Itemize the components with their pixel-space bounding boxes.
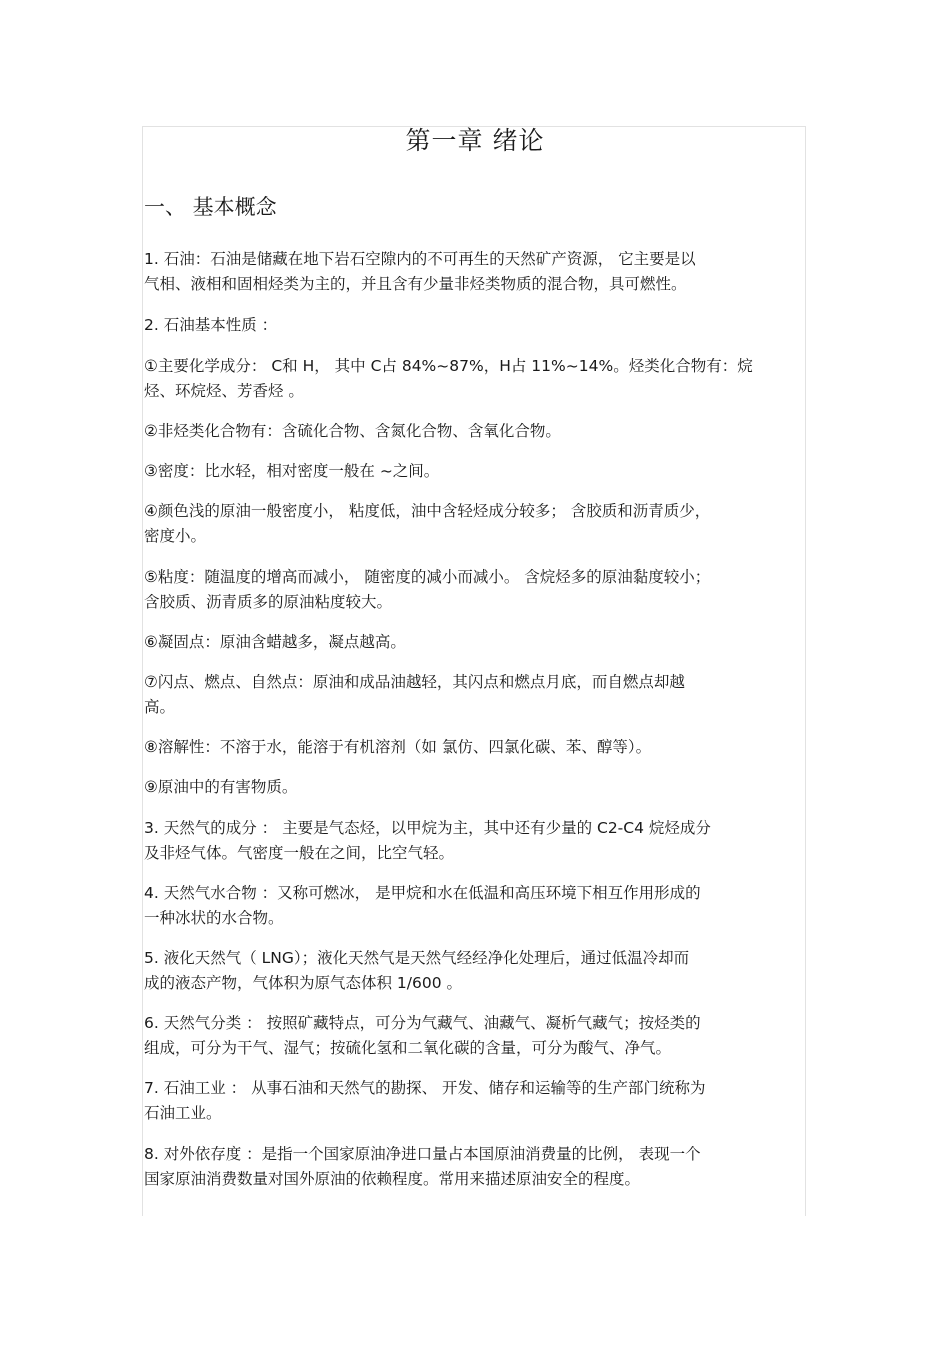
paragraph-flash-point <box>144 670 804 720</box>
paragraph-line: 3. 天然气的成分 ： 主要是气态烃，以甲烷为主，其中还有少量的 C2-C4 烷烃成分 <box>144 819 711 837</box>
paragraph-petroleum-industry <box>144 1076 804 1126</box>
paragraph-line: ①主要化学成分： C和 H， 其中 C占 84%~87%，H占 11%~14%。烃类化合物有：烷 <box>144 357 753 375</box>
paragraph-line: 组成，可分为干气、湿气；按硫化氢和二氧化碳的含量，可分为酸气、净气。 <box>144 1039 672 1057</box>
paragraph-line: 及非烃气体。气密度一般在之间，比空气轻。 <box>144 844 455 862</box>
paragraph-viscosity <box>144 565 804 615</box>
paragraph-line: ③密度：比水轻，相对密度一般在 ~之间。 <box>144 462 440 480</box>
paragraph-line: 高。 <box>144 698 176 716</box>
paragraph-solubility <box>144 735 804 760</box>
paragraph-gas-classification <box>144 1011 804 1061</box>
paragraph-petroleum-definition <box>144 247 804 297</box>
paragraph-line: 烃、环烷烃、芳香烃 。 <box>144 382 304 400</box>
paragraph-external-dependence <box>144 1142 804 1192</box>
paragraph-freezing-point <box>144 630 804 655</box>
paragraph-line: 1. 石油：石油是储藏在地下岩石空隙内的不可再生的天然矿产资源， 它主要是以 <box>144 250 696 268</box>
paragraph-line: 国家原油消费数量对国外原油的依赖程度。常用来描述原油安全的程度。 <box>144 1170 641 1188</box>
paragraph-line: 2. 石油基本性质 ： <box>144 316 278 334</box>
paragraph-line: 含胶质、沥青质多的原油粘度较大。 <box>144 593 393 611</box>
paragraph-line: 8. 对外依存度 ：是指一个国家原油净进口量占本国原油消费量的比例， 表现一个 <box>144 1145 701 1163</box>
paragraph-non-hydrocarbon <box>144 419 804 444</box>
paragraph-natural-gas-composition <box>144 816 804 866</box>
paragraph-line: 5. 液化天然气（ LNG）；液化天然气是天然气经经净化处理后，通过低温冷却而 <box>144 949 690 967</box>
paragraph-lng <box>144 946 804 996</box>
paragraph-petroleum-properties <box>144 313 804 338</box>
paragraph-line: 6. 天然气分类 ： 按照矿藏特点，可分为气藏气、油藏气、凝析气藏气；按烃类的 <box>144 1014 701 1032</box>
paragraph-line: 7. 石油工业 ： 从事石油和天然气的勘探、 开发、储存和运输等的生产部门统称为 <box>144 1079 706 1097</box>
paragraph-line: 石油工业。 <box>144 1104 222 1122</box>
paragraph-line: ⑨原油中的有害物质。 <box>144 778 298 796</box>
paragraph-harmful-substances <box>144 775 804 800</box>
paragraph-gas-hydrate <box>144 881 804 931</box>
chapter-title: 第一章 绪论 <box>405 126 545 155</box>
paragraph-line: ⑤粘度：随温度的增高而减小， 随密度的减小而减小。 含烷烃多的原油黏度较小； <box>144 568 711 586</box>
paragraph-line: ④颜色浅的原油一般密度小， 粘度低，油中含轻烃成分较多； 含胶质和沥青质少， <box>144 502 711 520</box>
paragraph-line: 一种冰状的水合物。 <box>144 909 284 927</box>
paragraph-line: ⑥凝固点：原油含蜡越多，凝点越高。 <box>144 633 406 651</box>
paragraph-line: ⑧溶解性：不溶于水，能溶于有机溶剂（如 氯仿、四氯化碳、苯、醇等）。 <box>144 738 652 756</box>
paragraph-density <box>144 459 804 484</box>
paragraph-line: 密度小。 <box>144 527 207 545</box>
section-heading: 一、 基本概念 <box>144 195 277 219</box>
paragraph-line: 气相、液相和固相烃类为主的，并且含有少量非烃类物质的混合物，具可燃性。 <box>144 275 687 293</box>
paragraph-color <box>144 499 804 549</box>
paragraph-line: 成的液态产物，气体积为原气态体积 1/600 。 <box>144 974 463 992</box>
paragraph-line: ②非烃类化合物有：含硫化合物、含氮化合物、含氧化合物。 <box>144 422 561 440</box>
paragraph-chemical-composition <box>144 354 804 404</box>
paragraph-line: ⑦闪点、燃点、自然点：原油和成品油越轻，其闪点和燃点月底，而自燃点却越 <box>144 673 685 691</box>
paragraph-line: 4. 天然气水合物 ：又称可燃冰， 是甲烷和水在低温和高压环境下相互作用形成的 <box>144 884 701 902</box>
